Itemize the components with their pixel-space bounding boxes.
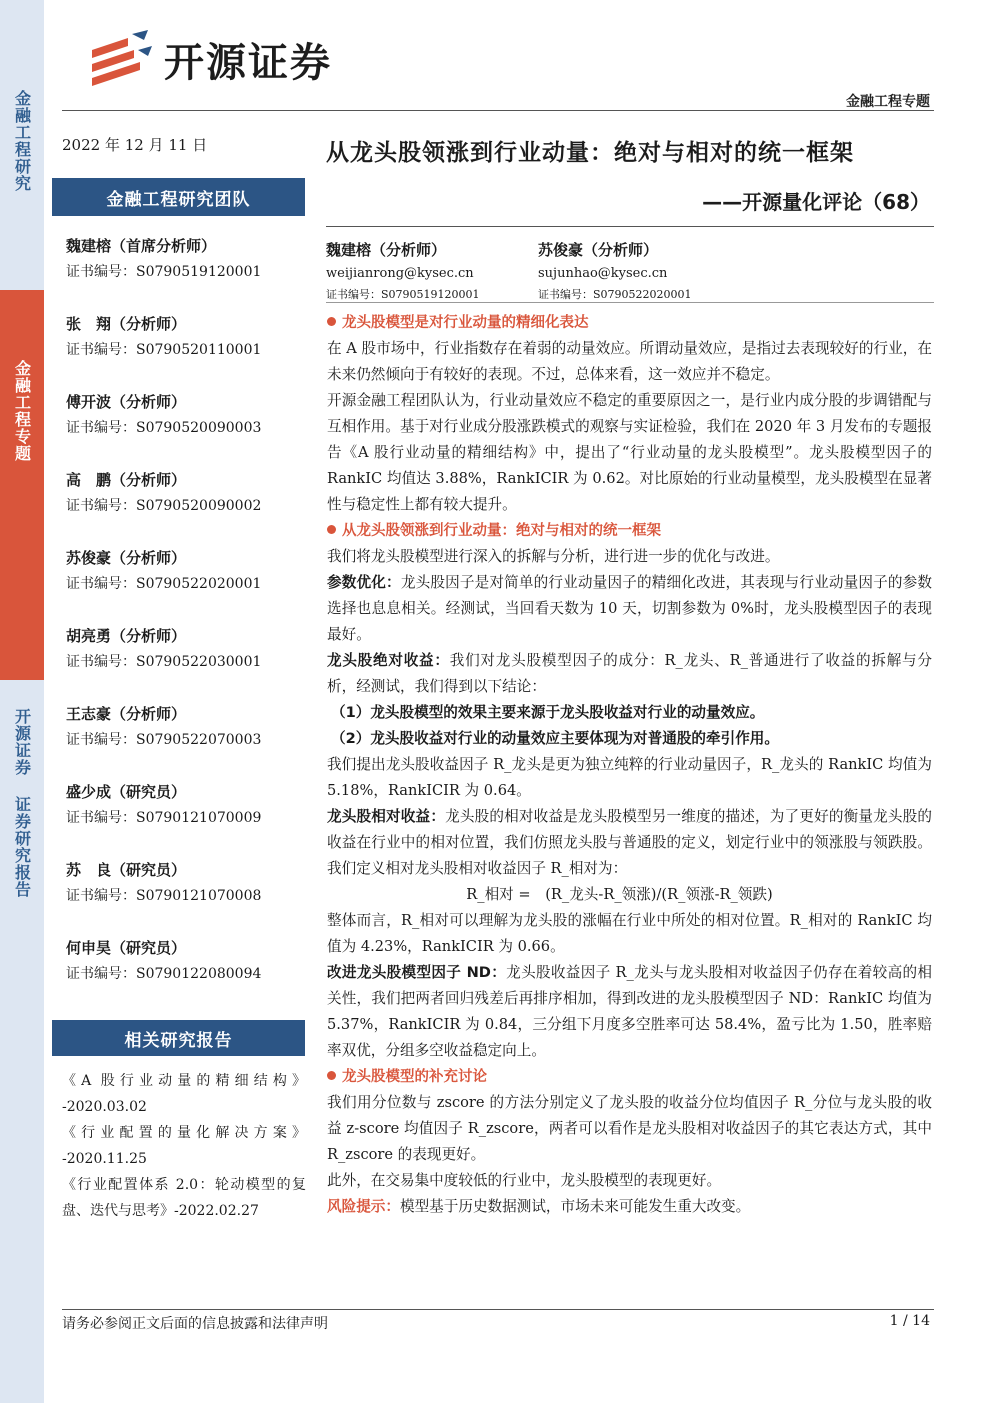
bullet-icon (327, 1071, 336, 1080)
related-report-date: -2020.03.02 (62, 1099, 147, 1115)
author-name: 苏俊豪（分析师） (538, 241, 659, 259)
paragraph: 我们将龙头股模型进行深入的拆解与分析，进行进一步的优化与改进。 (327, 548, 780, 565)
author-cert: 证书编号：S0790522020001 (538, 288, 692, 301)
paragraph-label: 参数优化： (327, 574, 401, 591)
sidebar-top-label: 金融工程研究 (12, 90, 32, 192)
paragraph-label: 龙头股相对收益： (327, 808, 446, 825)
related-reports-title: 相关研究报告 (52, 1020, 305, 1056)
conclusion-item: （2）龙头股收益对行业的动量效应主要体现为对普通股的牵引作用。 (331, 730, 779, 747)
analyst-name: 何申昊（研究员） (66, 939, 187, 957)
report-title: 从龙头股领涨到行业动量：绝对与相对的统一框架 (326, 140, 854, 166)
analyst-name: 张 翔（分析师） (66, 315, 187, 333)
page-number: 1 / 14 (889, 1313, 930, 1329)
brand-mark-icon (88, 30, 154, 88)
section-heading: 从龙头股领涨到行业动量：绝对与相对的统一框架 (327, 518, 932, 544)
analyst-name: 王志豪（分析师） (66, 705, 187, 723)
sidebar-segment-bottom (0, 680, 44, 1403)
risk-warning: 风险提示：模型基于历史数据测试，市场未来可能发生重大改变。 (327, 1198, 751, 1215)
analyst-cert: 证书编号：S0790122080094 (66, 966, 262, 982)
author-email[interactable]: sujunhao@kysec.cn (538, 266, 668, 281)
analyst-cert: 证书编号：S0790522070003 (66, 732, 262, 748)
author-email[interactable]: weijianrong@kysec.cn (326, 266, 474, 281)
paragraph-label: 龙头股绝对收益： (327, 652, 450, 669)
related-report-date: 盘、迭代与思考》-2022.02.27 (62, 1203, 259, 1219)
paragraph-label: 改进龙头股模型因子 ND： (327, 964, 507, 981)
analyst-item (66, 314, 306, 392)
report-category: 金融工程专题 (846, 94, 930, 110)
bullet-icon (327, 525, 336, 534)
analyst-name: 盛少成（研究员） (66, 783, 187, 801)
author-item (326, 240, 480, 303)
paragraph: 在 A 股市场中，行业指数存在着弱的动量效应。所谓动量效应，是指过去表现较好的行业，在未来仍然倾向于有较好的表现。不过，总体来看，这一效应并不稳定。 (327, 340, 932, 383)
paragraph: 我们用分位数与 zscore 的方法分别定义了龙头股的收益分位均值因子 R_分位与龙头股的收益 z-score 均值因子 R_zscore，两者可以看作是龙头股相对收益因子的其它表达方式，其中 R_zscore 的表现更好。 (327, 1094, 932, 1163)
analyst-cert: 证书编号：S0790519120001 (66, 264, 262, 280)
sidebar-segment-mid (0, 290, 44, 680)
section-heading: 龙头股模型的补充讨论 (327, 1064, 932, 1090)
related-reports-list (62, 1068, 306, 1224)
analyst-item (66, 938, 306, 1016)
analyst-item (66, 704, 306, 782)
formula: R_相对 = (R_龙头-R_领涨)/(R_领涨-R_领跌) (466, 886, 773, 903)
paragraph: 改进龙头股模型因子 ND：龙头股收益因子 R_龙头与龙头股相对收益因子仍存在着较高的相关性，我们把两者回归残差后再排序相加，得到改进的龙头股模型因子 ND：RankIC 均值为 5.37%，RankICIR 为 0.84，三分组下月度多空胜率可达 58.4%，盈亏比为 1.50，胜率赔率双优，分组多空收益稳定向上。 (327, 964, 932, 1059)
footer-disclaimer: 请务必参阅正文后面的信息披露和法律声明 (62, 1316, 328, 1332)
analyst-item (66, 626, 306, 704)
header-divider (62, 110, 934, 111)
analyst-cert: 证书编号：S0790520090003 (66, 420, 262, 436)
paragraph: 开源金融工程团队认为，行业动量效应不稳定的重要原因之一，是行业内成分股的步调错配与互相作用。基于对行业成分股涨跌模式的观察与实证检验，我们在 2020 年 3 月发布的专题报告《A 股行业动量的精细结构》中，提出了“行业动量的龙头股模型”。龙头股模型因子的 RankIC 均值达 3.88%，RankICIR 为 0.62。对比原始的行业动量模型，龙头股模型在显著性与稳定性上都有较大提升。 (327, 392, 932, 513)
analyst-name: 苏俊豪（分析师） (66, 549, 187, 567)
section-heading: 龙头股模型是对行业动量的精细化表达 (327, 310, 932, 336)
paragraph: 整体而言，R_相对可以理解为龙头股的涨幅在行业中所处的相对位置。R_相对的 RankIC 均值为 4.23%，RankICIR 为 0.66。 (327, 912, 932, 955)
analyst-item (66, 548, 306, 626)
brand-logo (88, 30, 332, 88)
related-report-link[interactable]: 《A 股行业动量的精细结构》 (62, 1073, 306, 1089)
analyst-item (66, 860, 306, 938)
conclusion-item: （1）龙头股模型的效果主要来源于龙头股收益对行业的动量效应。 (331, 704, 765, 721)
side-bar (0, 0, 44, 1403)
analyst-item (66, 236, 306, 314)
analyst-cert: 证书编号：S0790121070008 (66, 888, 262, 904)
sidebar-mid-label: 金融工程专题 (12, 360, 32, 462)
paragraph: 我们提出龙头股收益因子 R_龙头是更为独立纯粹的行业动量因子，R_龙头的 RankIC 均值为 5.18%，RankICIR 为 0.64。 (327, 756, 932, 799)
analyst-item (66, 470, 306, 548)
team-title: 金融工程研究团队 (52, 178, 305, 216)
author-cert: 证书编号：S0790519120001 (326, 288, 480, 301)
paragraph: 龙头股绝对收益：我们对龙头股模型因子的成分：R_龙头、R_普通进行了收益的拆解与分析，经测试，我们得到以下结论： (327, 652, 932, 695)
analyst-name: 魏建榕（首席分析师） (66, 237, 217, 255)
analyst-item (66, 392, 306, 470)
paragraph: 此外，在交易集中度较低的行业中，龙头股模型的表现更好。 (327, 1172, 722, 1189)
analyst-cert: 证书编号：S0790520090002 (66, 498, 262, 514)
analyst-name: 高 鹏（分析师） (66, 471, 187, 489)
related-report-link[interactable]: 《行业配置的量化解决方案》 (62, 1125, 306, 1141)
report-summary (327, 310, 932, 1220)
sidebar-bottom-label: 开源证券 证券研究报告 (12, 708, 32, 898)
related-report-link[interactable]: 《行业配置体系 2.0：轮动模型的复 (62, 1177, 306, 1193)
related-report-date: -2020.11.25 (62, 1151, 147, 1167)
author-name: 魏建榕（分析师） (326, 241, 447, 259)
analyst-name: 苏 良（研究员） (66, 861, 187, 879)
analyst-cert: 证书编号：S0790522020001 (66, 576, 262, 592)
risk-label: 风险提示： (327, 1198, 400, 1215)
analyst-name: 傅开波（分析师） (66, 393, 187, 411)
analyst-item (66, 782, 306, 860)
report-subtitle: ——开源量化评论（68） (702, 190, 930, 214)
analyst-name: 胡亮勇（分析师） (66, 627, 187, 645)
title-divider (326, 226, 934, 227)
paragraph: 龙头股相对收益：龙头股的相对收益是龙头股模型另一维度的描述，为了更好的衡量龙头股的收益在行业中的相对位置，我们仿照龙头股与普通股的定义，划定行业中的领涨股与领跌股。我们定义相对龙头股相对收益因子 R_相对为： (327, 808, 932, 877)
footer-divider (62, 1309, 934, 1310)
brand-name: 开源证券 (164, 39, 332, 86)
author-item (538, 240, 692, 303)
analyst-cert: 证书编号：S0790520110001 (66, 342, 262, 358)
report-date: 2022 年 12 月 11 日 (62, 136, 208, 154)
analyst-cert: 证书编号：S0790522030001 (66, 654, 262, 670)
bullet-icon (327, 317, 336, 326)
analyst-cert: 证书编号：S0790121070009 (66, 810, 262, 826)
sidebar-segment-top (0, 0, 44, 290)
analyst-list (66, 236, 306, 1016)
author-divider (326, 302, 934, 303)
paragraph: 参数优化：龙头股因子是对简单的行业动量因子的精细化改进，其表现与行业动量因子的参数选择也息息相关。经测试，当回看天数为 10 天，切割参数为 0%时，龙头股模型因子的表现最好。 (327, 574, 932, 643)
